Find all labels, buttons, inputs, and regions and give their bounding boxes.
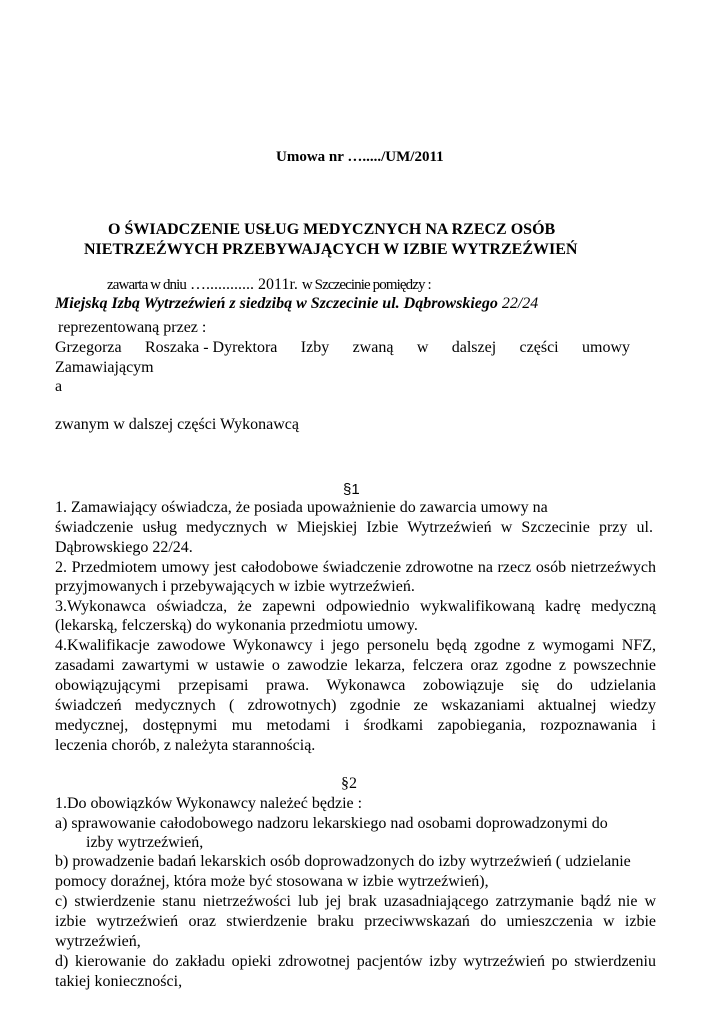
section1-line: 1. Zamawiający oświadcza, że posiada upoważnienie do zawarcia umowy na [55,499,548,516]
section1-line: 4.Kwalifikacje zawodowe Wykonawcy i jego personelu będą zgodne z wymogami NFZ, [55,637,656,654]
contract-date: …............ 2011r. [186,276,302,293]
section2-line: wytrzeźwień, [55,933,141,950]
section2-line: a) sprawowanie całodobowego nadzoru lekarskiego nad osobami doprowadzonymi do [55,815,608,832]
representative-word: umowy [582,339,630,356]
section2-line: d) kierowanie do zakładu opieki zdrowotnej pacjentów izby wytrzeźwień po stwierdzeniu [55,953,656,970]
section1-line: 3.Wykonawca oświadcza, że zapewni odpowiednio wykwalifikowaną kadrę medyczną [55,598,656,615]
section2-line: b) prowadzenie badań lekarskich osób doprowadzonych do izby wytrzeźwień ( udzielanie [55,853,631,870]
representative-line [55,337,630,358]
client-address-number: 22/24 [501,295,539,312]
section1-heading: §1 [343,481,360,498]
section1-line: (lekarską, felczerską) do wykonania przedmiotu umowy. [55,617,418,634]
representative-word: zwaną [352,339,394,356]
section1-line: przyjmowanych i przebywających w izbie wytrzeźwień. [55,578,415,595]
section2-line: c) stwierdzenie stanu nietrzeźwości lub jej brak uzasadniającego zatrzymanie bądź nie w [55,893,656,910]
concluded-prefix: zawarta w dniu [107,277,187,293]
section1-line: Dąbrowskiego 22/24. [55,539,193,556]
representative-word: w [416,339,429,356]
section1-line: leczenia chorób, z należyta starannością. [55,737,316,754]
representative-word: dalszej [451,339,497,356]
section2-line: izby wytrzeźwień, [86,834,204,851]
represented-by: reprezentowaną przez : [58,319,207,336]
contract-number: Umowa nr …...../UM/2011 [276,149,444,165]
representative-word: Izby [300,339,330,356]
client-party-name: Miejską Izbą Wytrzeźwień z siedzibą w Szczecinie ul. Dąbrowskiego [55,295,502,312]
conclusion-line [107,274,431,295]
representative-word: części [519,339,559,356]
client-party [55,295,538,313]
section1-line: zasadami zawartymi w ustawie o zawodzie lekarza, felczera oraz zgodne z powszechnie [55,657,656,674]
subject-title-line-1: O ŚWIADCZENIE USŁUG MEDYCZNYCH NA RZECZ OSÓB [108,221,556,238]
concluded-suffix: w Szczecinie pomiędzy : [301,277,431,293]
subject-title-line-2: NIETRZEŹWYCH PRZEBYWAJĄCYCH W IZBIE WYTRZEŹWIEŃ [84,241,578,258]
representative-word: Roszaka - Dyrektora [145,339,278,356]
section1-line: obowiązującymi przepisami prawa. Wykonawca zobowiązuje się do udzielania [55,677,656,694]
section2-heading: §2 [341,775,357,792]
section2-line: 1.Do obowiązków Wykonawcy należeć będzie : [55,795,363,812]
client-name: Zamawiającym [55,359,154,376]
section2-line: takiej konieczności, [55,973,183,990]
section1-line: świadczenie usług medycznych w Miejskiej Izbie Wytrzeźwień w Szczecinie przy ul. [55,519,653,536]
and-word: a [55,378,63,395]
contractor-line: zwanym w dalszej części Wykonawcą [55,416,299,433]
section2-line: izbie wytrzeźwień oraz stwierdzenie braku przeciwwskazań do umieszczenia w izbie [55,913,656,930]
section1-line: 2. Przedmiotem umowy jest całodobowe świadczenie zdrowotne na rzecz osób nietrzeźwych [55,559,656,576]
representative-word: Grzegorza [55,339,122,356]
section1-line: świadczeń medycznych ( zdrowotnych) zgodnie ze wskazaniami aktualnej wiedzy [55,697,656,714]
section2-line: pomocy doraźnej, która może być stosowana w izbie wytrzeźwień), [55,873,489,890]
section1-line: medycznej, dostępnymi mu metodami i środkami zapobiegania, rozpoznawania i [55,717,656,734]
